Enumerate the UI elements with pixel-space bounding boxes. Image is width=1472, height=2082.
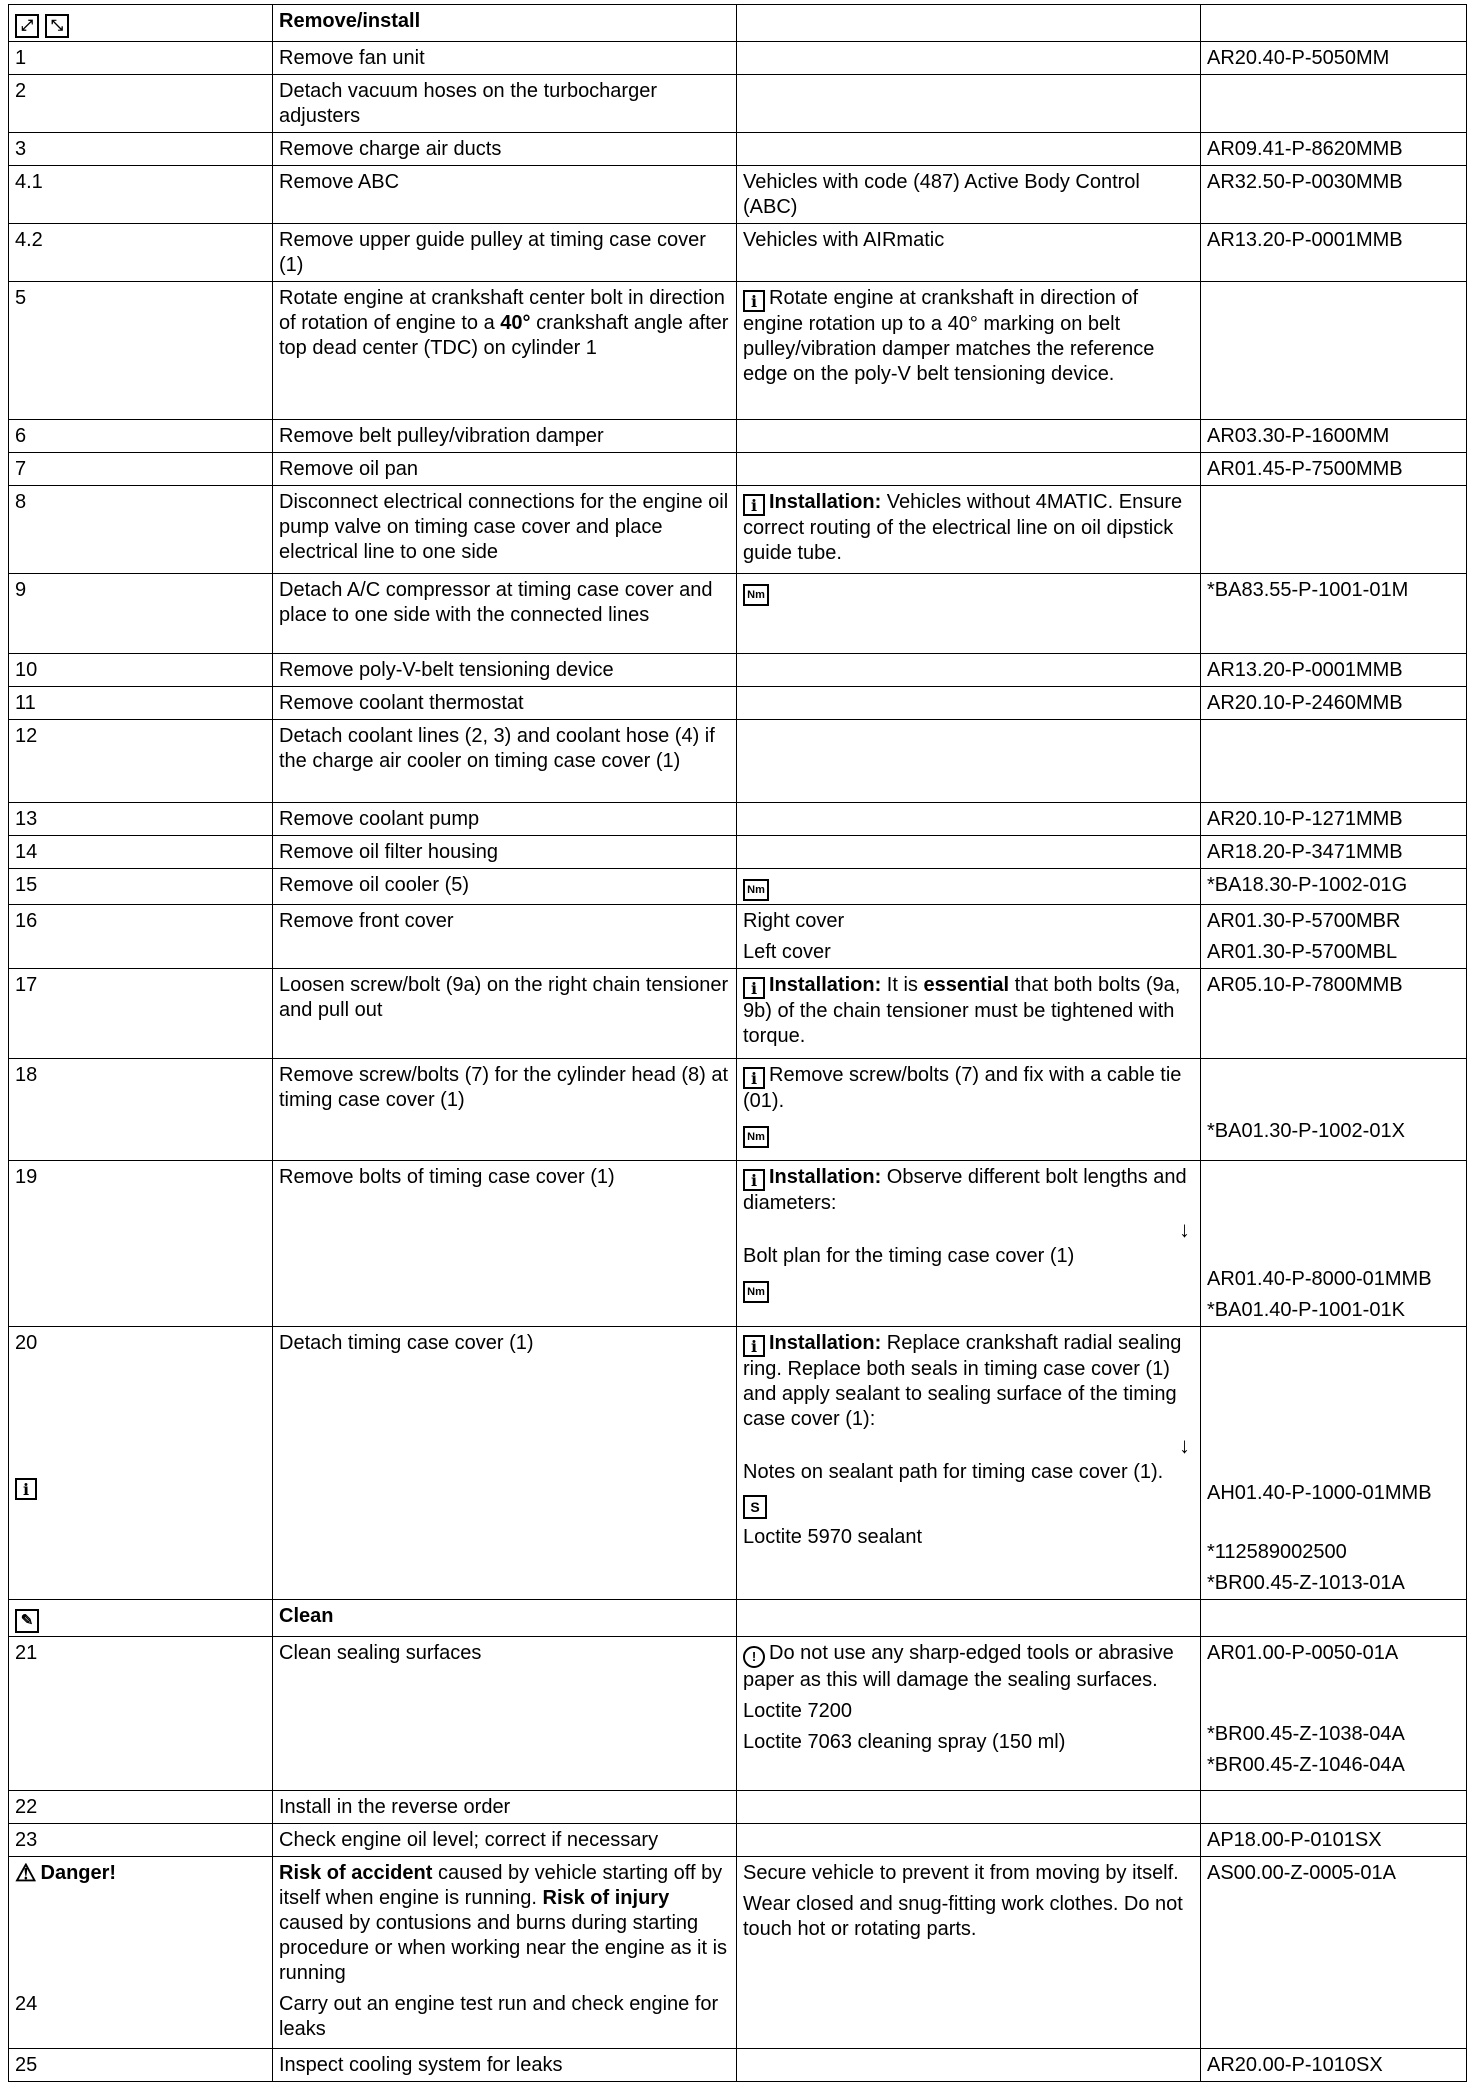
step-number: 10 [9, 654, 273, 687]
step-text: Carry out an engine test run and check engine for leaks [279, 1993, 719, 2040]
arrow-down-icon: ↓ [1179, 1433, 1190, 1458]
step-text: Install in the reverse order [273, 1791, 737, 1824]
table-row [9, 869, 1467, 905]
step-number: 4.1 [9, 166, 273, 224]
info-icon[interactable]: i [743, 1067, 765, 1089]
document-reference-link[interactable]: AH01.40-P-1000-01MMB [1207, 1482, 1432, 1504]
step-note: i Remove screw/bolts (7) and fix with a cable tie (01). Nm [737, 1059, 1201, 1161]
step-number: 22 [9, 1791, 273, 1824]
procedure-document [8, 4, 1467, 2082]
warning-icon[interactable]: ! [743, 1646, 765, 1668]
torque-nm-icon[interactable]: Nm [743, 1281, 769, 1303]
step-text: Remove fan unit [273, 42, 737, 75]
document-reference-link[interactable]: *BR00.45-Z-1038-04A [1207, 1723, 1405, 1745]
expand-icon[interactable]: ⤢ [15, 14, 39, 38]
step-note: Vehicles with AIRmatic [737, 224, 1201, 282]
step-number: 20 [15, 1332, 38, 1354]
document-reference-link[interactable]: AR20.10-P-1271MMB [1201, 803, 1467, 836]
step-number: 24 [15, 1993, 38, 2015]
table-row [9, 720, 1467, 803]
info-icon[interactable]: i [743, 1335, 765, 1357]
step-number: 5 [9, 282, 273, 420]
step-text: Remove oil cooler (5) [273, 869, 737, 905]
step-text: Rotate engine at crankshaft center bolt in direction of rotation of engine to a 40° crankshaft angle after top dead center (TDC) on cylinder 1 [273, 282, 737, 420]
document-reference-link[interactable]: AR09.41-P-8620MMB [1201, 133, 1467, 166]
danger-text: Risk of accident caused by vehicle starting off by itself when engine is running. Risk of injury caused by contusions and burns during starting procedure or when working near the engine as it is running [279, 1862, 728, 1984]
step-number: 8 [9, 486, 273, 574]
section-title: Clean [273, 1600, 737, 1637]
step-text: Disconnect electrical connections for the engine oil pump valve on timing case cover and place electrical line to one side [273, 486, 737, 574]
document-reference-link[interactable]: *BA83.55-P-1001-01M [1201, 574, 1467, 654]
document-reference-link[interactable]: AR01.45-P-7500MMB [1201, 453, 1467, 486]
table-row [9, 969, 1467, 1059]
section-clean [9, 1600, 1467, 1637]
step-number: 6 [9, 420, 273, 453]
document-reference-link[interactable]: AR01.30-P-5700MBR [1207, 910, 1401, 932]
section-title: Remove/install [273, 5, 737, 42]
step-number: 17 [9, 969, 273, 1059]
section-remove-install [9, 5, 1467, 42]
table-row [9, 224, 1467, 282]
step-note: i Installation: Replace crankshaft radial sealing ring. Replace both seals in timing case cover (1) and apply sealant to sealing surface of the timing case cover (1): ↓ Notes on sealant path for timing case cover (1). S Loctite 5970 sealant [737, 1327, 1201, 1600]
document-reference-link[interactable]: *BR00.45-Z-1046-04A [1207, 1754, 1405, 1776]
step-note: i Installation: Vehicles without 4MATIC. Ensure correct routing of the electrical line on oil dipstick guide tube. [737, 486, 1201, 574]
step-text: Remove screw/bolts (7) for the cylinder head (8) at timing case cover (1) [273, 1059, 737, 1161]
document-reference-link[interactable]: *BA01.40-P-1001-01K [1207, 1299, 1405, 1321]
step-text: Inspect cooling system for leaks [273, 2049, 737, 2082]
step-number: 16 [9, 905, 273, 969]
step-note: Right cover Left cover [737, 905, 1201, 969]
step-note: i Installation: Observe different bolt lengths and diameters: ↓ Bolt plan for the timing case cover (1) Nm [737, 1161, 1201, 1327]
document-reference-link[interactable]: AR32.50-P-0030MMB [1201, 166, 1467, 224]
torque-nm-icon[interactable]: Nm [743, 879, 769, 901]
document-reference-link[interactable]: AR05.10-P-7800MMB [1201, 969, 1467, 1059]
step-number: 3 [9, 133, 273, 166]
step-text: Check engine oil level; correct if necessary [273, 1824, 737, 1857]
step-number: 12 [9, 720, 273, 803]
document-reference-link[interactable]: AR20.00-P-1010SX [1201, 2049, 1467, 2082]
table-row [9, 905, 1467, 969]
step-note: i Rotate engine at crankshaft in direction of engine rotation up to a 40° marking on belt pulley/vibration damper matches the reference edge on the poly-V belt tensioning device. [737, 282, 1201, 420]
info-icon[interactable]: i [15, 1478, 37, 1500]
step-text: Detach A/C compressor at timing case cover and place to one side with the connected lines [273, 574, 737, 654]
document-reference-link[interactable]: AR03.30-P-1600MM [1201, 420, 1467, 453]
document-reference-link[interactable]: AR20.10-P-2460MMB [1201, 687, 1467, 720]
document-reference-link[interactable]: AR18.20-P-3471MMB [1201, 836, 1467, 869]
step-text: Remove coolant thermostat [273, 687, 737, 720]
danger-row: ⚠ Danger! 24 Risk of accident caused by vehicle starting off by itself when engine is running. Risk of injury caused by contusions and burns during starting procedure or when working near the engine as it is running Carry out an engine test run and check engine for leaks Secure vehicle to prevent it from moving by itself. Wear closed and snug-fitting work clothes. Do not touch hot or rotating parts. AS00.00-Z-0005-01A [9, 1857, 1467, 2049]
step-number: 1 [9, 42, 273, 75]
info-icon[interactable]: i [743, 290, 765, 312]
step-text: Remove coolant pump [273, 803, 737, 836]
step-text: Detach coolant lines (2, 3) and coolant hose (4) if the charge air cooler on timing case cover (1) [273, 720, 737, 803]
procedure-table [8, 4, 1467, 2082]
step-note [737, 574, 1201, 654]
document-reference-link[interactable]: AR01.30-P-5700MBL [1207, 941, 1398, 963]
danger-note: Secure vehicle to prevent it from moving by itself. Wear closed and snug-fitting work clothes. Do not touch hot or rotating parts. [737, 1857, 1201, 2049]
document-reference-link[interactable]: *112589002500 [1207, 1541, 1347, 1563]
torque-nm-icon[interactable]: Nm [743, 584, 769, 606]
step-number: 21 [9, 1637, 273, 1791]
step-text: Detach timing case cover (1) [273, 1327, 737, 1600]
step-text: Remove front cover [273, 905, 737, 969]
table-row [9, 654, 1467, 687]
step-text: Remove oil filter housing [273, 836, 737, 869]
document-reference-link[interactable]: AR13.20-P-0001MMB [1201, 224, 1467, 282]
table-row [9, 166, 1467, 224]
document-reference-link[interactable]: AR01.00-P-0050-01A [1207, 1642, 1399, 1664]
table-row [9, 282, 1467, 420]
table-row [9, 1059, 1467, 1161]
step-number: 4.2 [9, 224, 273, 282]
info-icon[interactable]: i [743, 494, 765, 516]
step-note [737, 869, 1201, 905]
step-text: Remove charge air ducts [273, 133, 737, 166]
step-text: Remove upper guide pulley at timing case cover (1) [273, 224, 737, 282]
table-row [9, 687, 1467, 720]
step-text: Remove bolts of timing case cover (1) [273, 1161, 737, 1327]
table-row [9, 133, 1467, 166]
arrow-down-icon: ↓ [1179, 1217, 1190, 1242]
step-note: i Installation: It is essential that both bolts (9a, 9b) of the chain tensioner must be tightened with torque. [737, 969, 1201, 1059]
table-row [9, 574, 1467, 654]
document-reference-link[interactable]: AR01.40-P-8000-01MMB [1207, 1268, 1432, 1290]
danger-icon: ⚠ [15, 1860, 37, 1887]
step-number: 7 [9, 453, 273, 486]
step-text: Loosen screw/bolt (9a) on the right chain tensioner and pull out [273, 969, 737, 1059]
step-note: Vehicles with code (487) Active Body Control (ABC) [737, 166, 1201, 224]
table-row [9, 486, 1467, 574]
step-number: 15 [9, 869, 273, 905]
clean-icon[interactable]: ✎ [15, 1609, 39, 1633]
step-number: 23 [9, 1824, 273, 1857]
table-row [9, 1791, 1467, 1824]
step-text: Clean sealing surfaces [273, 1637, 737, 1791]
step-text: Remove belt pulley/vibration damper [273, 420, 737, 453]
step-number: 2 [9, 75, 273, 133]
step-number: 19 [9, 1161, 273, 1327]
table-row [9, 75, 1467, 133]
document-reference-link[interactable]: AR13.20-P-0001MMB [1201, 654, 1467, 687]
step-number: 18 [9, 1059, 273, 1161]
table-row [9, 453, 1467, 486]
document-reference-link[interactable]: *BA01.30-P-1002-01X [1207, 1120, 1405, 1142]
document-reference-link[interactable]: AP18.00-P-0101SX [1201, 1824, 1467, 1857]
step-text: Detach vacuum hoses on the turbocharger adjusters [273, 75, 737, 133]
step-text: Remove oil pan [273, 453, 737, 486]
table-row [9, 2049, 1467, 2082]
expand-icons-cell [9, 5, 273, 42]
table-row [9, 803, 1467, 836]
torque-nm-icon[interactable]: Nm [743, 1126, 769, 1148]
table-row [9, 1824, 1467, 1857]
step-number: 13 [9, 803, 273, 836]
step-text: Remove ABC [273, 166, 737, 224]
collapse-icon[interactable]: ⤡ [45, 14, 69, 38]
table-row [9, 42, 1467, 75]
document-reference-link[interactable]: AS00.00-Z-0005-01A [1201, 1857, 1467, 2049]
step-number: 9 [9, 574, 273, 654]
info-icon[interactable]: i [743, 1169, 765, 1191]
table-row [9, 836, 1467, 869]
table-row [9, 1637, 1467, 1791]
document-reference-link[interactable]: *BA18.30-P-1002-01G [1201, 869, 1467, 905]
step-number: 25 [9, 2049, 273, 2082]
document-reference-link[interactable]: AR20.40-P-5050MM [1201, 42, 1467, 75]
special-tool-icon[interactable]: S [743, 1495, 767, 1519]
document-reference-link[interactable]: *BR00.45-Z-1013-01A [1207, 1572, 1405, 1594]
table-row [9, 1327, 1467, 1600]
table-row [9, 420, 1467, 453]
step-note: ! Do not use any sharp-edged tools or abrasive paper as this will damage the sealing surfaces. Loctite 7200 Loctite 7063 cleaning spray (150 ml) [737, 1637, 1201, 1791]
info-icon[interactable]: i [743, 977, 765, 999]
table-row [9, 1161, 1467, 1327]
step-number: 11 [9, 687, 273, 720]
step-number: 14 [9, 836, 273, 869]
step-text: Remove poly-V-belt tensioning device [273, 654, 737, 687]
